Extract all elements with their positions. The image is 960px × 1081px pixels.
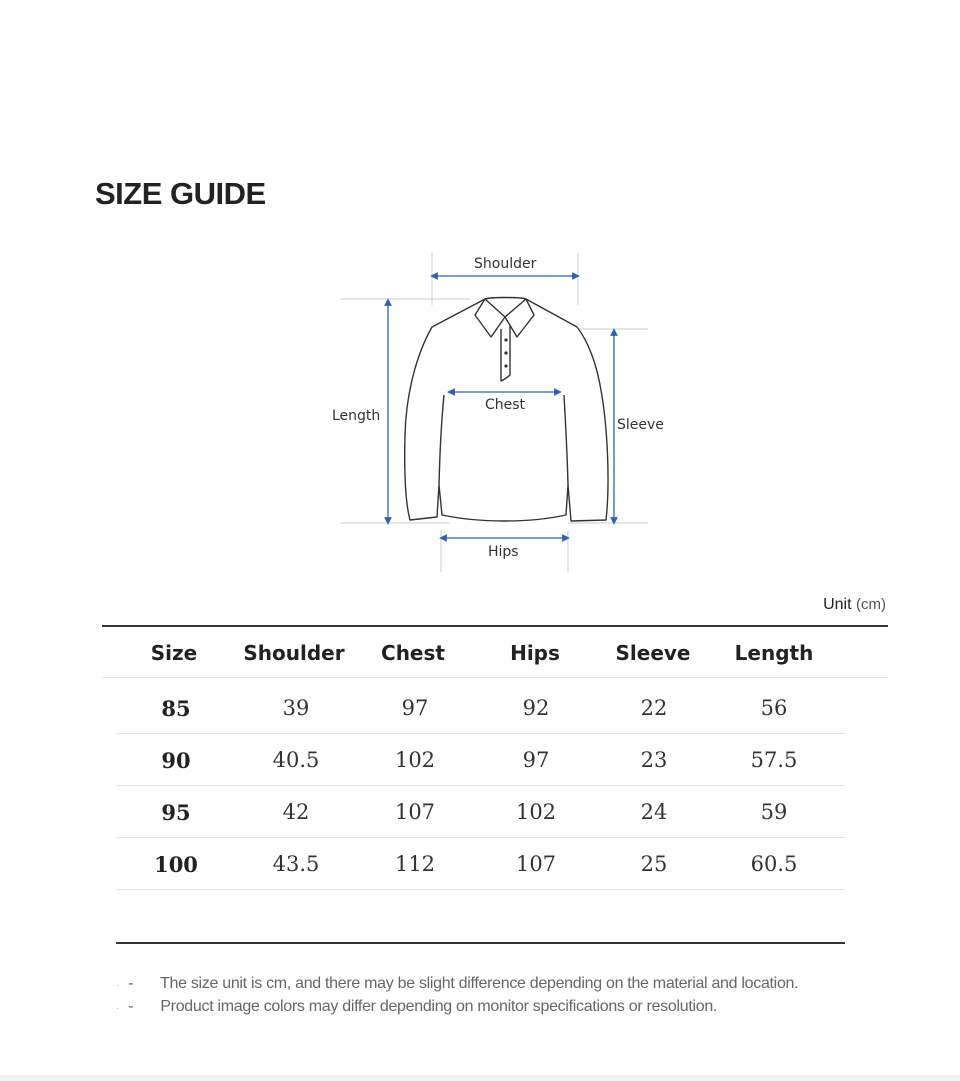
note-text: Product image colors may differ depending on monitor specifications or resolution. [160, 998, 718, 1015]
cell-chest: 102 [394, 748, 436, 772]
cell-sleeve: 23 [640, 748, 668, 772]
table-header-row [102, 627, 888, 678]
cell-sleeve: 22 [640, 696, 668, 720]
cell-hips: 97 [522, 748, 550, 772]
notes-list [116, 975, 798, 1021]
cell-hips: 107 [515, 852, 557, 876]
note-dash: - [128, 998, 134, 1015]
header-sleeve: Sleeve [615, 641, 691, 665]
unit-label [823, 596, 886, 614]
header-size: Size [150, 641, 198, 665]
header-length: Length [734, 641, 814, 665]
footer-divider [0, 1075, 960, 1081]
note-dash: - [128, 975, 134, 992]
cell-shoulder: 39 [282, 696, 310, 720]
table-row [116, 785, 845, 838]
cell-shoulder: 42 [282, 800, 310, 824]
note-text: The size unit is cm, and there may be slight difference depending on the material and location. [160, 975, 799, 992]
cell-hips: 102 [515, 800, 557, 824]
cell-sleeve: 24 [640, 800, 668, 824]
cell-size: 85 [161, 696, 191, 721]
table-bottom-rule [116, 942, 845, 944]
shoulder-label: Shoulder [474, 256, 537, 272]
unit-value: (cm) [856, 596, 886, 613]
cell-shoulder: 40.5 [272, 748, 320, 772]
cell-hips: 92 [522, 696, 550, 720]
cell-chest: 107 [394, 800, 436, 824]
note-item [116, 998, 798, 1021]
unit-text: Unit [823, 596, 852, 613]
cell-length: 56 [760, 696, 788, 720]
cell-length: 57.5 [750, 748, 798, 772]
cell-length: 59 [760, 800, 788, 824]
header-hips: Hips [510, 641, 560, 665]
header-chest: Chest [381, 641, 445, 665]
hips-label: Hips [488, 544, 519, 560]
note-item [116, 975, 798, 998]
header-shoulder: Shoulder [243, 641, 345, 665]
cell-size: 90 [161, 748, 191, 773]
note-bullet: · [116, 1003, 120, 1014]
cell-length: 60.5 [750, 852, 798, 876]
cell-shoulder: 43.5 [272, 852, 320, 876]
note-bullet: · [116, 980, 120, 991]
table-row [116, 837, 845, 890]
sleeve-label: Sleeve [617, 417, 664, 433]
table-row [116, 733, 845, 786]
cell-chest: 97 [401, 696, 429, 720]
page-title: SIZE GUIDE [95, 176, 266, 211]
chest-label: Chest [485, 397, 526, 413]
cell-size: 100 [154, 852, 198, 877]
size-diagram [320, 245, 664, 580]
table-row [116, 681, 845, 734]
cell-size: 95 [161, 800, 191, 825]
cell-sleeve: 25 [640, 852, 668, 876]
length-label: Length [332, 408, 381, 424]
cell-chest: 112 [394, 852, 436, 876]
